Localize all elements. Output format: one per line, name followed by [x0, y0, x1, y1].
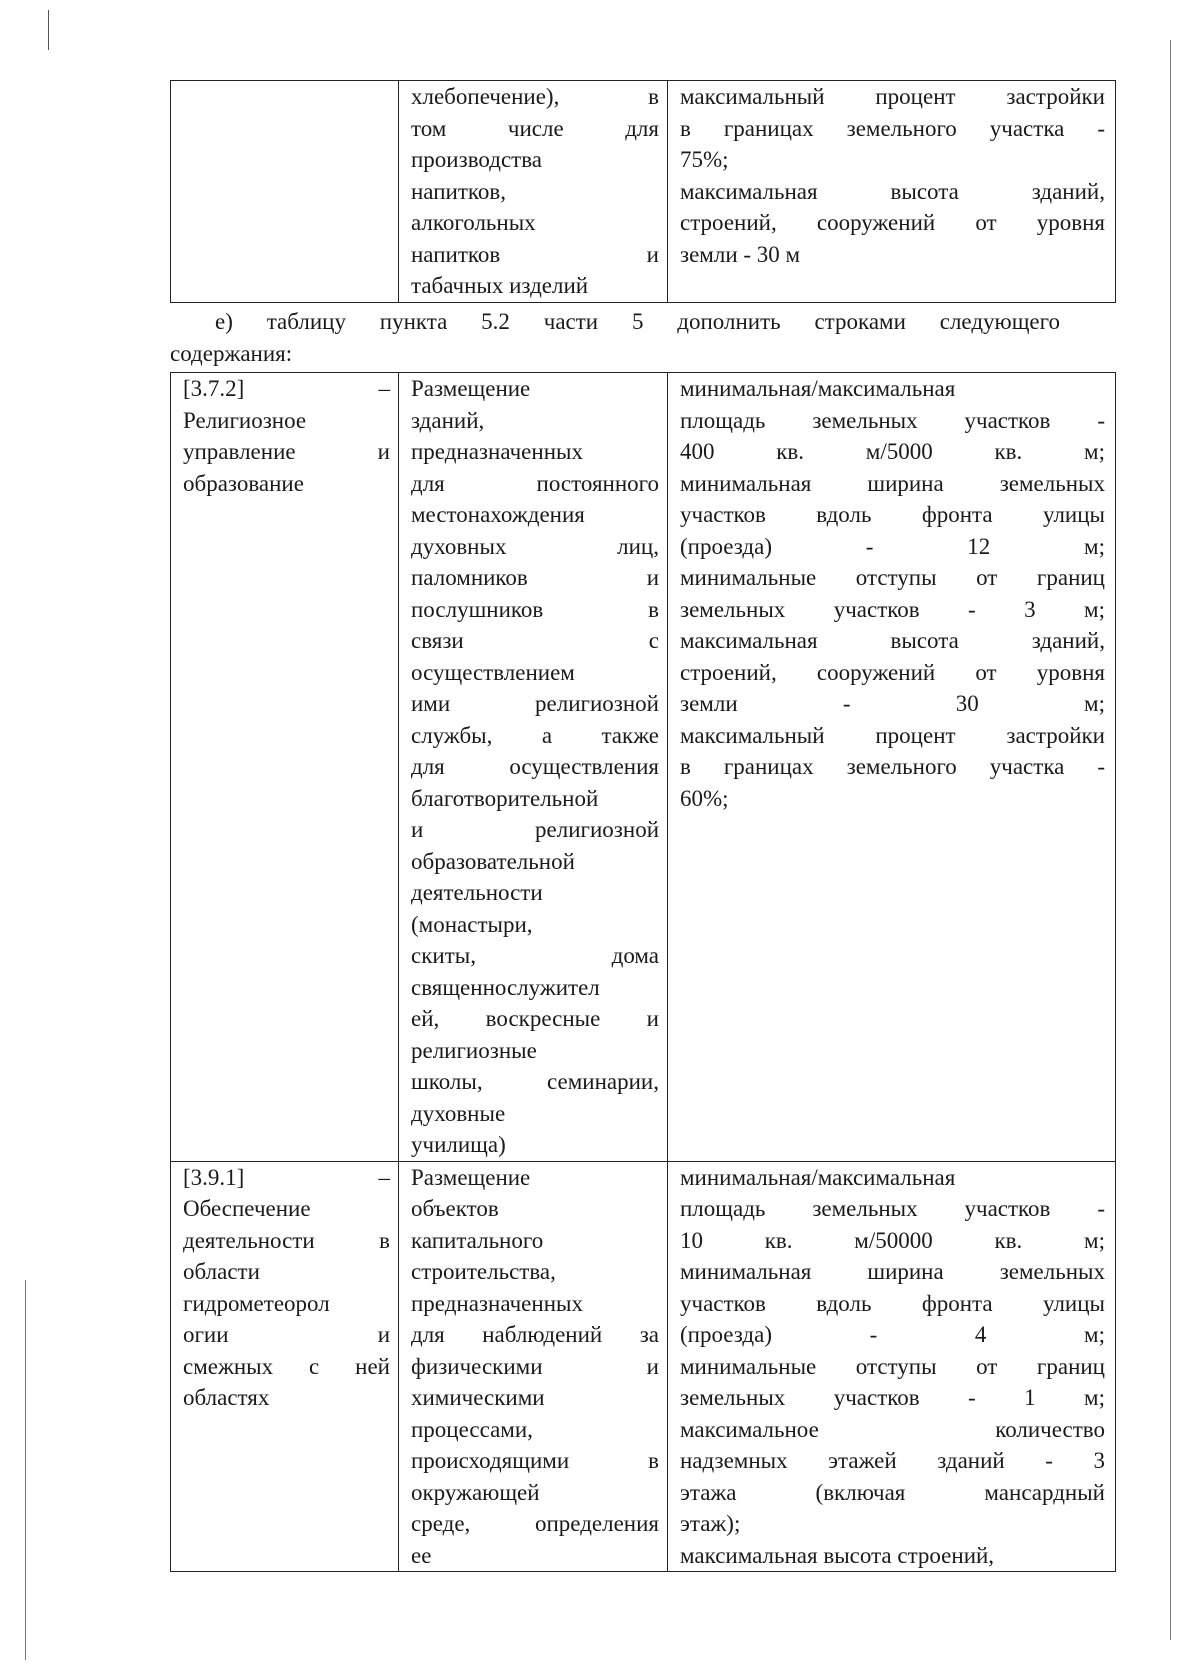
cell-line: максимальная высота зданий,	[680, 628, 1105, 653]
cell-line: табачных изделий	[411, 273, 589, 298]
cell-line: строений, сооружений от уровня	[680, 210, 1105, 235]
cell-line: участков вдоль фронта улицы	[680, 502, 1105, 527]
cell-line: Размещение	[411, 1164, 531, 1190]
cell-line: скиты, дома	[411, 943, 659, 968]
cell-line: напитков,	[411, 178, 506, 204]
cell-line: производства	[411, 147, 542, 172]
cell-line: земли - 30 м;	[680, 691, 1105, 716]
cell-line: образовательной	[411, 848, 575, 874]
cell-line: физическими и	[411, 1353, 659, 1379]
cell-line: 10 кв. м/50000 кв. м;	[680, 1227, 1105, 1253]
cell-line: максимальный процент застройки	[680, 722, 1105, 748]
cell-line: надземных этажей зданий - 3	[680, 1448, 1105, 1473]
cell-line: огии и	[183, 1322, 390, 1347]
amendment-paragraph	[170, 306, 1060, 369]
cell-line: максимальный процент застройки	[680, 84, 1105, 109]
scan-edge-mark	[1170, 40, 1171, 1640]
paragraph-line: е) таблицу пункта 5.2 части 5 дополнить строками следующего	[215, 309, 1060, 334]
cell-line: школы, семинарии,	[411, 1069, 659, 1094]
cell-line: минимальные отступы от границ	[680, 1353, 1105, 1379]
cell-line: напитков и	[411, 241, 659, 267]
cell-line: среде, определения	[411, 1511, 659, 1536]
cell-line: деятельности в	[183, 1227, 390, 1253]
cell-line: хлебопечение), в	[411, 84, 659, 109]
cell-line: земли - 30 м	[680, 241, 801, 267]
cell-line: [3.7.2] –	[183, 376, 390, 401]
cell-line: училища)	[411, 1132, 506, 1157]
cell-line: местонахождения	[411, 502, 585, 527]
cell-line: связи с	[411, 628, 659, 653]
cell-line: ими религиозной	[411, 691, 659, 716]
cell-line: земельных участков - 1 м;	[680, 1385, 1105, 1410]
cell-line: предназначенных	[411, 1290, 583, 1316]
cell-line: капитального	[411, 1227, 544, 1253]
cell-line: для осуществления	[411, 754, 659, 779]
cell-line: том числе для	[411, 115, 659, 141]
cell-code	[171, 81, 399, 303]
cell-line: Размещение	[411, 376, 531, 401]
cell-line: службы, а также	[411, 722, 659, 748]
cell-line: Обеспечение	[183, 1196, 311, 1221]
cell-line: предназначенных	[411, 439, 583, 464]
cell-parameters	[668, 81, 1116, 303]
cell-line: минимальная/максимальная	[680, 1164, 956, 1190]
cell-line: осуществлением	[411, 659, 575, 685]
cell-line: объектов	[411, 1196, 499, 1221]
cell-line: 400 кв. м/5000 кв. м;	[680, 439, 1105, 464]
cell-line: этаж);	[680, 1511, 741, 1536]
cell-line: строительства,	[411, 1259, 556, 1284]
scan-edge-mark	[48, 10, 49, 50]
cell-line: зданий,	[411, 407, 485, 433]
cell-line: гидрометеорол	[183, 1290, 330, 1316]
cell-line: минимальные отступы от границ	[680, 565, 1105, 590]
cell-description	[399, 81, 668, 303]
regulation-table	[170, 372, 1116, 1572]
cell-line: 60%;	[680, 785, 729, 811]
scan-edge-mark	[25, 1280, 26, 1660]
cell-description	[399, 1161, 668, 1572]
cell-line: образование	[183, 470, 304, 496]
cell-line: (монастыри,	[411, 911, 533, 937]
cell-line: благотворительной	[411, 785, 599, 811]
cell-line: [3.9.1] –	[183, 1164, 390, 1190]
cell-line: и религиозной	[411, 817, 659, 842]
cell-line: (проезда) - 12 м;	[680, 533, 1105, 559]
cell-description	[399, 373, 668, 1162]
cell-line: священнослужител	[411, 974, 600, 1000]
cell-line: паломников и	[411, 565, 659, 590]
table-row	[171, 1161, 1116, 1572]
cell-parameters	[668, 373, 1116, 1162]
cell-line: происходящими в	[411, 1448, 659, 1473]
cell-line: смежных с ней	[183, 1353, 390, 1379]
table-row	[171, 373, 1116, 1162]
cell-line: в границах земельного участка -	[680, 754, 1105, 779]
cell-line: ей, воскресные и	[411, 1006, 659, 1031]
cell-line: земельных участков - 3 м;	[680, 596, 1105, 622]
cell-line: области	[183, 1259, 260, 1284]
cell-line: максимальная высота строений,	[680, 1542, 995, 1568]
cell-line: послушников в	[411, 596, 659, 622]
cell-line: строений, сооружений от уровня	[680, 659, 1105, 685]
cell-line: для наблюдений за	[411, 1322, 659, 1347]
cell-line: для постоянного	[411, 470, 659, 496]
cell-line: духовных лиц,	[411, 533, 659, 559]
cell-line: минимальная ширина земельных	[680, 470, 1105, 496]
cell-code	[171, 373, 399, 1162]
cell-line: Религиозное	[183, 407, 307, 433]
cell-line: минимальная/максимальная	[680, 376, 956, 401]
table-row	[171, 81, 1116, 303]
cell-line: этажа (включая мансардный	[680, 1479, 1105, 1505]
cell-line: в границах земельного участка -	[680, 115, 1105, 141]
cell-line: деятельности	[411, 880, 543, 905]
cell-line: управление и	[183, 439, 390, 464]
regulation-table-continued	[170, 80, 1116, 303]
cell-line: религиозные	[411, 1037, 537, 1063]
cell-line: (проезда) - 4 м;	[680, 1322, 1105, 1347]
cell-line: минимальная ширина земельных	[680, 1259, 1105, 1284]
cell-line: площадь земельных участков -	[680, 407, 1105, 433]
cell-line: областях	[183, 1385, 270, 1410]
cell-line: процессами,	[411, 1416, 533, 1442]
cell-line: окружающей	[411, 1479, 540, 1505]
cell-code	[171, 1161, 399, 1572]
cell-parameters	[668, 1161, 1116, 1572]
cell-line: максимальное количество	[680, 1416, 1105, 1442]
cell-line: химическими	[411, 1385, 545, 1410]
cell-line: участков вдоль фронта улицы	[680, 1290, 1105, 1316]
cell-line: алкогольных	[411, 210, 536, 235]
cell-line: максимальная высота зданий,	[680, 178, 1105, 204]
cell-line: ее	[411, 1542, 432, 1568]
paragraph-line: содержания:	[170, 340, 293, 366]
cell-line: 75%;	[680, 147, 729, 172]
cell-line: площадь земельных участков -	[680, 1196, 1105, 1221]
cell-line: духовные	[411, 1100, 506, 1126]
